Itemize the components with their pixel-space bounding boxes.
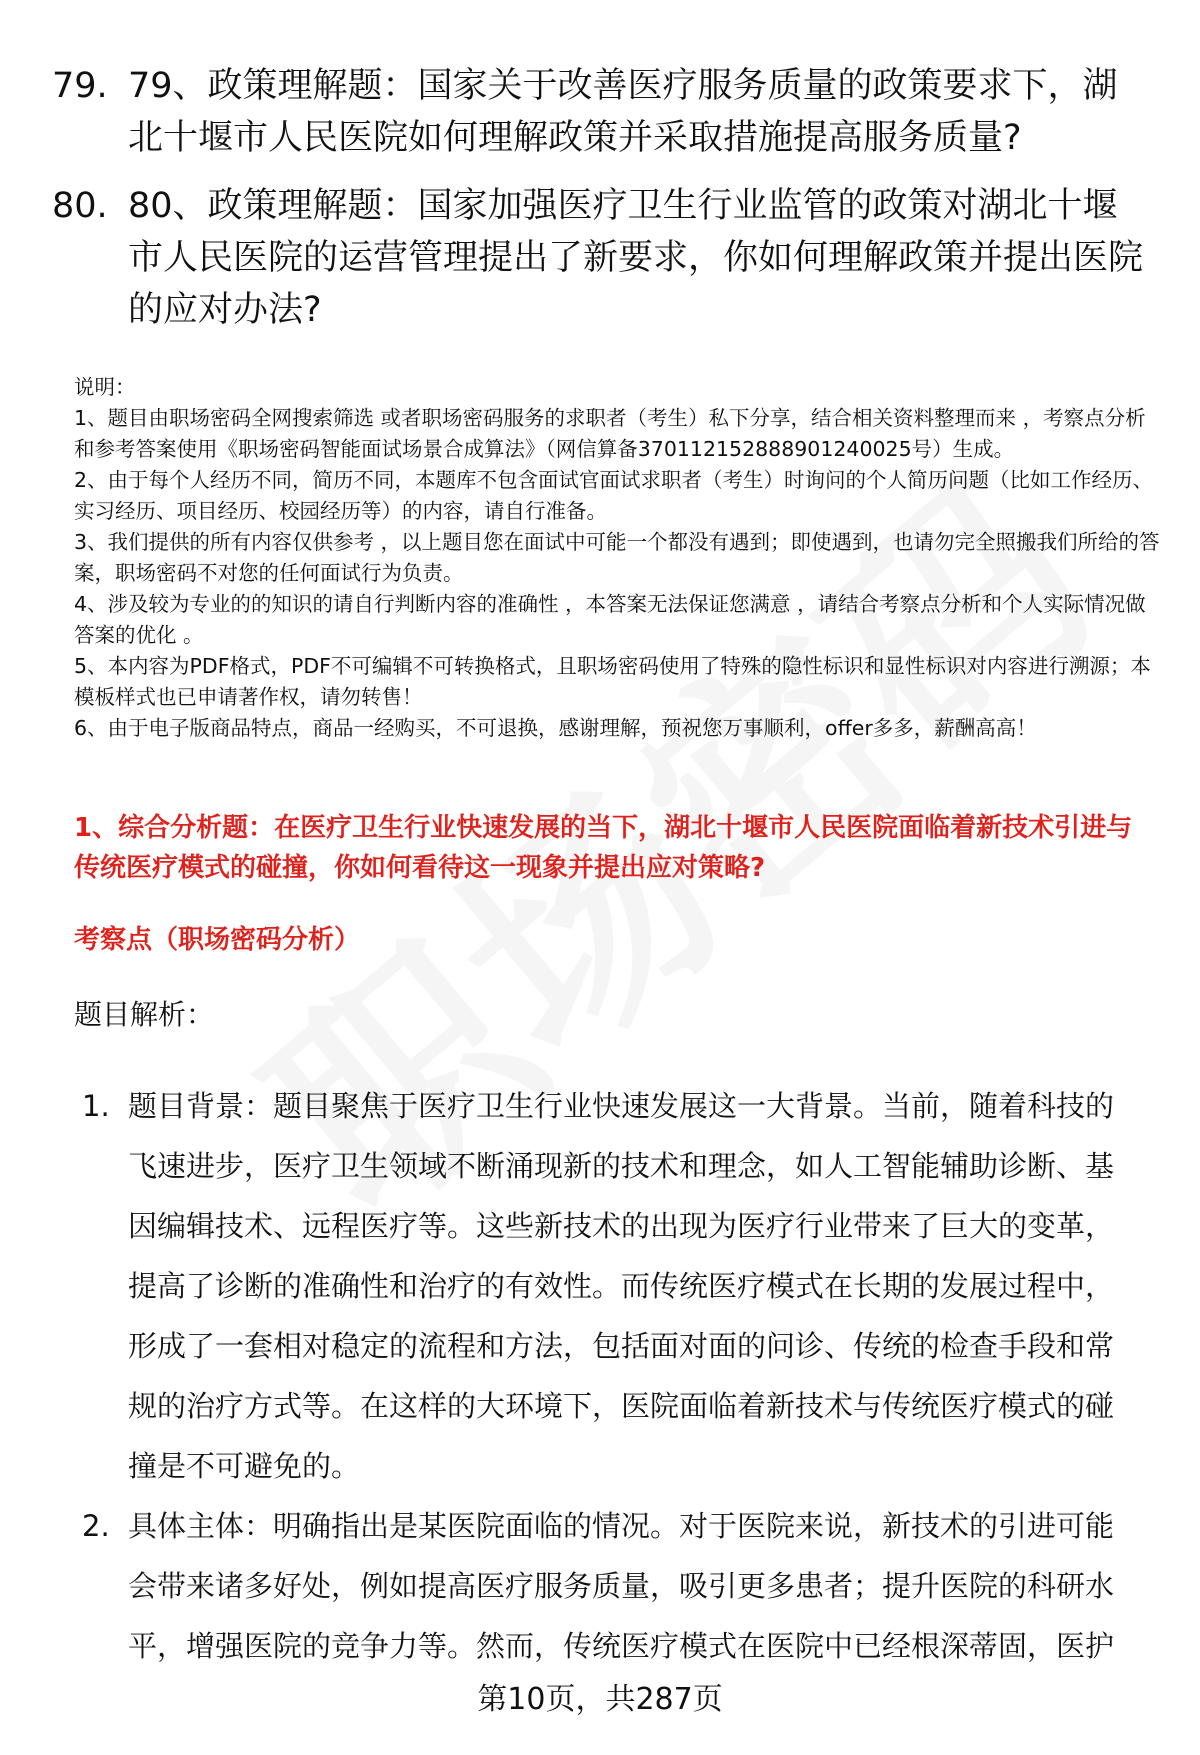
question-list [52, 60, 1152, 352]
note-item: 5、本内容为PDF格式，PDF不可编辑不可转换格式，且职场密码使用了特殊的隐性标识和显性标识对内容进行溯源；本模板样式也已申请著作权，请勿转售！ [74, 654, 1151, 709]
analysis-item-text: 具体主体：明确指出是某医院面临的情况。对于医院来说，新技术的引进可能会带来诸多好处，例如提高医疗服务质量，吸引更多患者；提升医院的科研水平，增强医院的竞争力等。然而，传统医疗模式在医院中已经根深蒂固，医护 [128, 1509, 1115, 1663]
analysis-label: 题目解析： [74, 998, 215, 1031]
analysis-item-number: 1. [82, 1089, 110, 1123]
note-item: 3、我们提供的所有内容仅供参考 ，以上题目您在面试中可能一个都没有遇到；即使遇到，也请勿完全照搬我们所给的答案，职场密码不对您的任何面试行为负责。 [74, 530, 1160, 585]
note-item: 2、由于每个人经历不同，简历不同，本题库不包含面试官面试求职者（考生）时询问的个人简历问题（比如工作经历、实习经历、项目经历、校园经历等）的内容，请自行准备。 [74, 468, 1154, 523]
analysis-item [82, 1496, 1142, 1676]
analysis-list [82, 1076, 1142, 1676]
question-text: 80、政策理解题：国家加强医疗卫生行业监管的政策对湖北十堰市人民医院的运营管理提出了新要求，你如何理解政策并提出医院的应对办法? [128, 186, 1144, 330]
note-item: 1、题目由职场密码全网搜索筛选 或者职场密码服务的求职者（考生）私下分享，结合相关资料整理而来 ，考察点分析和参考答案使用《职场密码智能面试场景合成算法》（网信算备370112152888901240025号）生成。 [74, 406, 1146, 461]
analysis-item [82, 1076, 1142, 1496]
question-number: 79. [52, 66, 108, 106]
question-number: 80. [52, 186, 108, 226]
question-heading: 1、综合分析题：在医疗卫生行业快速发展的当下，湖北十堰市人民医院面临着新技术引进与传统医疗模式的碰撞，你如何看待这一现象并提出应对策略? [74, 813, 1133, 883]
question-item [52, 180, 1152, 336]
analysis-heading: 考察点（职场密码分析） [74, 925, 361, 955]
question-text: 79、政策理解题：国家关于改善医疗服务质量的政策要求下，湖北十堰市人民医院如何理解政策并采取措施提高服务质量? [128, 66, 1118, 158]
page-footer: 第10页，共287页 [477, 1682, 723, 1717]
analysis-item-number: 2. [82, 1509, 110, 1543]
notes-title: 说明： [74, 375, 136, 399]
note-item: 6、由于电子版商品特点，商品一经购买，不可退换，感谢理解，预祝您万事顺利，offer多多，薪酬高高！ [74, 716, 1037, 740]
analysis-item-text: 题目背景：题目聚焦于医疗卫生行业快速发展这一大背景。当前，随着科技的飞速进步，医疗卫生领域不断涌现新的技术和理念，如人工智能辅助诊断、基因编辑技术、远程医疗等。这些新技术的出现为医疗行业带来了巨大的变革，提高了诊断的准确性和治疗的有效性。而传统医疗模式在长期的发展过程中，形成了一套相对稳定的流程和方法，包括面对面的问诊、传统的检查手段和常规的治疗方式等。在这样的大环境下，医院面临着新技术与传统医疗模式的碰撞是不可避免的。 [128, 1089, 1115, 1483]
notes-section [74, 372, 1160, 744]
question-item [52, 60, 1152, 164]
note-item: 4、涉及较为专业的的知识的请自行判断内容的准确性 ，本答案无法保证您满意 ，请结合考察点分析和个人实际情况做答案的优化 。 [74, 592, 1146, 647]
